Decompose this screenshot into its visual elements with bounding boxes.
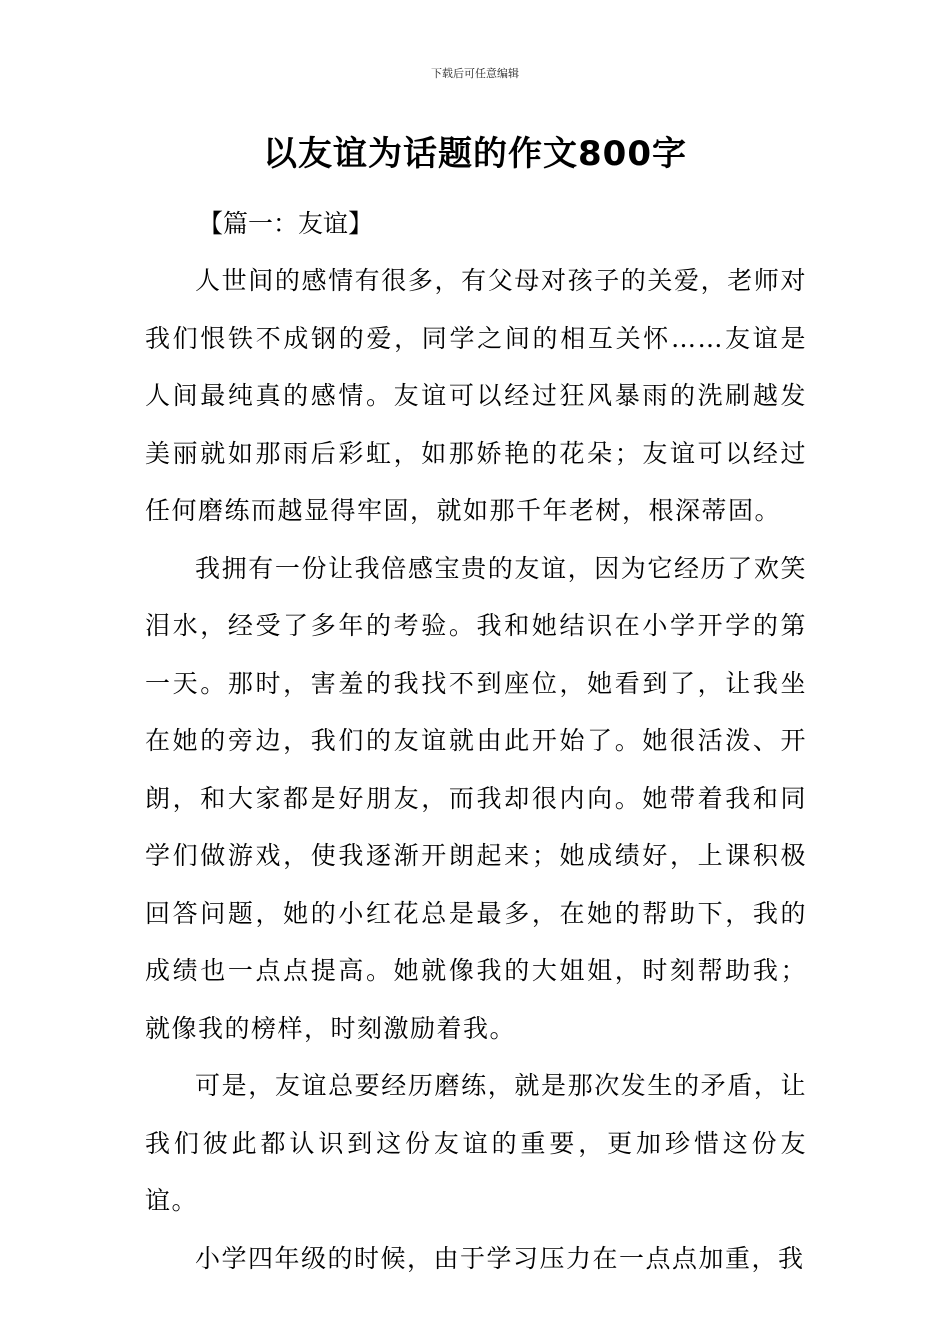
document-body	[145, 252, 807, 1287]
paragraph-3: 可是，友谊总要经历磨练，就是那次发生的矛盾，让我们彼此都认识到这份友谊的重要，更加珍惜这份友谊。	[145, 1071, 807, 1215]
paragraph-1: 人世间的感情有很多，有父母对孩子的关爱，老师对我们恨铁不成钢的爱，同学之间的相互关怀……友谊是人间最纯真的感情。友谊可以经过狂风暴雨的洗刷越发美丽就如那雨后彩虹，如那娇艳的花朵；友谊可以经过任何磨练而越显得牢固，就如那千年老树，根深蒂固。	[145, 266, 807, 525]
paragraph-2: 我拥有一份让我倍感宝贵的友谊，因为它经历了欢笑泪水，经受了多年的考验。我和她结识在小学开学的第一天。那时，害羞的我找不到座位，她看到了，让我坐在她的旁边，我们的友谊就由此开始了。她很活泼、开朗，和大家都是好朋友，而我却很内向。她带着我和同学们做游戏，使我逐渐开朗起来；她成绩好，上课积极回答问题，她的小红花总是最多，在她的帮助下，我的成绩也一点点提高。她就像我的大姐姐，时刻帮助我；就像我的榜样，时刻激励着我。	[145, 553, 807, 1043]
paragraph-4: 小学四年级的时候，由于学习压力在一点点加重，我	[195, 1243, 805, 1273]
header-note: 下载后可任意编辑	[431, 67, 519, 80]
document-title: 以友谊为话题的作文800字	[263, 134, 687, 174]
section-heading: 【篇一：友谊】	[198, 209, 374, 238]
